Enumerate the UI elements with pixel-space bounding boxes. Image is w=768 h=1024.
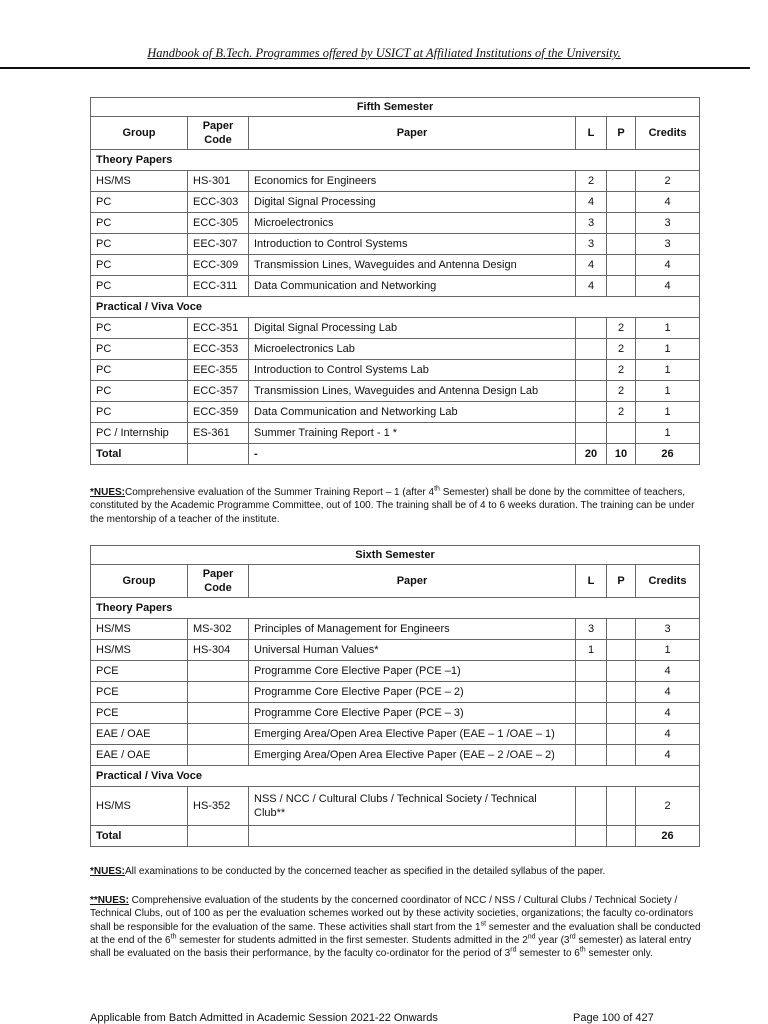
course-l: 1 [576, 640, 607, 661]
course-paper: Principles of Management for Engineers [249, 619, 576, 640]
course-credits: 1 [636, 640, 700, 661]
course-l [576, 381, 607, 402]
col-paper-code [188, 117, 249, 150]
course-row [91, 339, 700, 360]
course-paper: Microelectronics Lab [249, 339, 576, 360]
note-summer-training: *NUES:Comprehensive evaluation of the Summer Training Report – 1 (after 4th Semester) shall be done by the committee of teachers, constituted by the Academic Programme Committee, out of 100. The training shall be of 4 to 6 weeks duration. The training can be under the mentorship of a teacher of the institute. [90, 485, 695, 525]
total-paper: - [249, 444, 576, 465]
course-row [91, 255, 700, 276]
course-code: ECC-303 [188, 192, 249, 213]
course-credits: 1 [636, 402, 700, 423]
course-group: PC [91, 339, 188, 360]
course-paper: Digital Signal Processing Lab [249, 318, 576, 339]
course-l [576, 724, 607, 745]
section-label: Practical / Viva Voce [91, 766, 700, 787]
course-paper: Data Communication and Networking [249, 276, 576, 297]
course-credits: 2 [636, 171, 700, 192]
course-credits: 4 [636, 703, 700, 724]
note-activities: **NUES: Comprehensive evaluation of the students by the concerned coordinator of NCC / NSS / Cultural Clubs / Technical Society / Technical Clubs, out of 100 as per the evaluation schemes worked out by these activity societies, organizations; the faculty co-ordinators shall be responsible for the evaluation of the same. These activities shall start from the 1st semester and the evaluation shall be conducted at the end of the 6th semester for students admitted in the first semester. Students admitted in the 2nd year (3rd semester) as lateral entry shall be evaluated on the basis their performance, by the faculty co-ordinator for the period of 3rd semester to 6th semester only. [90, 895, 701, 960]
col-p: P [607, 565, 636, 598]
course-paper: Emerging Area/Open Area Elective Paper (EAE – 1 /OAE – 1) [249, 724, 576, 745]
course-code: HS-352 [188, 787, 249, 826]
course-p [607, 171, 636, 192]
course-l: 3 [576, 234, 607, 255]
course-row [91, 619, 700, 640]
course-credits: 1 [636, 318, 700, 339]
total-code [188, 826, 249, 847]
course-row [91, 171, 700, 192]
course-group: EAE / OAE [91, 745, 188, 766]
course-paper: Data Communication and Networking Lab [249, 402, 576, 423]
note-examinations: *NUES:All examinations to be conducted by the concerned teacher as specified in the detailed syllabus of the paper. [90, 866, 606, 877]
course-group: PC [91, 255, 188, 276]
course-row [91, 192, 700, 213]
course-group: PCE [91, 682, 188, 703]
course-row [91, 724, 700, 745]
total-paper [249, 826, 576, 847]
semester-title: Sixth Semester [91, 546, 700, 565]
course-credits: 4 [636, 255, 700, 276]
course-p [607, 682, 636, 703]
total-p [607, 826, 636, 847]
course-code: HS-301 [188, 171, 249, 192]
course-l [576, 745, 607, 766]
course-group: PC [91, 360, 188, 381]
course-code [188, 661, 249, 682]
total-label: Total [91, 444, 188, 465]
course-p: 2 [607, 339, 636, 360]
course-code: ECC-309 [188, 255, 249, 276]
course-paper: Microelectronics [249, 213, 576, 234]
course-l: 3 [576, 213, 607, 234]
course-credits: 4 [636, 276, 700, 297]
section-row [91, 150, 700, 171]
course-l [576, 339, 607, 360]
course-p [607, 192, 636, 213]
col-code-line2: Code [204, 134, 232, 146]
course-group: PC [91, 318, 188, 339]
semester-title: Fifth Semester [91, 98, 700, 117]
course-row [91, 745, 700, 766]
course-p [607, 745, 636, 766]
total-l: 20 [576, 444, 607, 465]
course-group: EAE / OAE [91, 724, 188, 745]
course-credits: 3 [636, 234, 700, 255]
course-paper: Introduction to Control Systems [249, 234, 576, 255]
course-credits: 1 [636, 423, 700, 444]
fifth-semester-table [90, 97, 700, 465]
course-p [607, 661, 636, 682]
course-l [576, 682, 607, 703]
course-p: 2 [607, 381, 636, 402]
course-l [576, 703, 607, 724]
course-row [91, 276, 700, 297]
course-p: 2 [607, 360, 636, 381]
col-code-line1: Paper [202, 568, 234, 580]
course-paper: Emerging Area/Open Area Elective Paper (EAE – 2 /OAE – 2) [249, 745, 576, 766]
course-group: HS/MS [91, 171, 188, 192]
course-p [607, 423, 636, 444]
col-credits: Credits [636, 117, 700, 150]
course-credits: 4 [636, 682, 700, 703]
course-group: PC [91, 381, 188, 402]
col-l: L [576, 565, 607, 598]
course-row [91, 682, 700, 703]
footer-batch: Applicable from Batch Admitted in Academic Session 2021-22 Onwards [90, 1012, 438, 1024]
course-l [576, 661, 607, 682]
total-row [91, 826, 700, 847]
course-code [188, 682, 249, 703]
course-credits: 1 [636, 339, 700, 360]
course-row [91, 423, 700, 444]
course-l [576, 402, 607, 423]
course-row [91, 703, 700, 724]
course-row [91, 318, 700, 339]
course-paper: Digital Signal Processing [249, 192, 576, 213]
course-credits: 2 [636, 787, 700, 826]
course-l: 4 [576, 255, 607, 276]
course-credits: 4 [636, 724, 700, 745]
total-credits: 26 [636, 444, 700, 465]
course-code: MS-302 [188, 619, 249, 640]
course-code [188, 724, 249, 745]
col-code-line1: Paper [202, 120, 234, 132]
course-p [607, 640, 636, 661]
course-row [91, 787, 700, 826]
course-paper: Transmission Lines, Waveguides and Antenna Design [249, 255, 576, 276]
course-row [91, 402, 700, 423]
course-p [607, 724, 636, 745]
footer-page-number: Page 100 of 427 [573, 1012, 654, 1024]
course-credits: 4 [636, 745, 700, 766]
course-p: 2 [607, 402, 636, 423]
course-code: ECC-359 [188, 402, 249, 423]
course-paper: Programme Core Elective Paper (PCE – 3) [249, 703, 576, 724]
course-paper: Introduction to Control Systems Lab [249, 360, 576, 381]
col-paper-code [188, 565, 249, 598]
course-l: 3 [576, 619, 607, 640]
col-paper: Paper [249, 117, 576, 150]
course-credits: 3 [636, 213, 700, 234]
total-credits: 26 [636, 826, 700, 847]
course-code [188, 703, 249, 724]
course-p [607, 234, 636, 255]
course-code: ES-361 [188, 423, 249, 444]
total-l [576, 826, 607, 847]
col-code-line2: Code [204, 582, 232, 594]
course-paper: Universal Human Values* [249, 640, 576, 661]
col-group: Group [91, 117, 188, 150]
course-credits: 4 [636, 192, 700, 213]
course-code: HS-304 [188, 640, 249, 661]
course-row [91, 234, 700, 255]
course-l [576, 787, 607, 826]
course-paper: Programme Core Elective Paper (PCE – 2) [249, 682, 576, 703]
course-code: ECC-311 [188, 276, 249, 297]
course-p [607, 276, 636, 297]
course-l [576, 318, 607, 339]
course-l: 4 [576, 276, 607, 297]
total-label: Total [91, 826, 188, 847]
course-group: PCE [91, 703, 188, 724]
course-row [91, 360, 700, 381]
course-group: PC [91, 402, 188, 423]
section-label: Theory Papers [91, 150, 700, 171]
header-rule [0, 67, 750, 69]
sixth-semester-table [90, 545, 700, 847]
course-paper: Transmission Lines, Waveguides and Antenna Design Lab [249, 381, 576, 402]
page-header: Handbook of B.Tech. Programmes offered by USICT at Affiliated Institutions of the University. [147, 46, 621, 60]
course-paper: Economics for Engineers [249, 171, 576, 192]
semester-title-row [91, 98, 700, 117]
course-row [91, 640, 700, 661]
col-group: Group [91, 565, 188, 598]
course-group: PC [91, 276, 188, 297]
course-row [91, 381, 700, 402]
course-code: ECC-305 [188, 213, 249, 234]
col-paper: Paper [249, 565, 576, 598]
course-p: 2 [607, 318, 636, 339]
column-header-row [91, 565, 700, 598]
course-group: PC [91, 213, 188, 234]
course-l [576, 423, 607, 444]
section-label: Theory Papers [91, 598, 700, 619]
course-code: EEC-307 [188, 234, 249, 255]
course-group: HS/MS [91, 640, 188, 661]
course-p [607, 703, 636, 724]
course-credits: 1 [636, 381, 700, 402]
course-row [91, 661, 700, 682]
course-l: 2 [576, 171, 607, 192]
section-row [91, 297, 700, 318]
section-row [91, 766, 700, 787]
course-group: HS/MS [91, 619, 188, 640]
course-code [188, 745, 249, 766]
course-code: ECC-357 [188, 381, 249, 402]
course-paper: Summer Training Report - 1 * [249, 423, 576, 444]
section-row [91, 598, 700, 619]
course-credits: 3 [636, 619, 700, 640]
course-row [91, 213, 700, 234]
total-p: 10 [607, 444, 636, 465]
course-p [607, 255, 636, 276]
course-l [576, 360, 607, 381]
course-p [607, 787, 636, 826]
col-credits: Credits [636, 565, 700, 598]
section-label: Practical / Viva Voce [91, 297, 700, 318]
semester-title-row [91, 546, 700, 565]
course-credits: 4 [636, 661, 700, 682]
course-group: PC [91, 192, 188, 213]
total-row [91, 444, 700, 465]
course-p [607, 619, 636, 640]
course-l: 4 [576, 192, 607, 213]
course-code: EEC-355 [188, 360, 249, 381]
total-code [188, 444, 249, 465]
course-paper: NSS / NCC / Cultural Clubs / Technical Society / Technical Club** [249, 787, 576, 826]
course-code: ECC-353 [188, 339, 249, 360]
course-group: HS/MS [91, 787, 188, 826]
course-paper: Programme Core Elective Paper (PCE –1) [249, 661, 576, 682]
course-p [607, 213, 636, 234]
course-group: PCE [91, 661, 188, 682]
col-p: P [607, 117, 636, 150]
column-header-row [91, 117, 700, 150]
course-code: ECC-351 [188, 318, 249, 339]
course-credits: 1 [636, 360, 700, 381]
note-lead: *NUES: [90, 487, 126, 498]
col-l: L [576, 117, 607, 150]
course-group: PC [91, 234, 188, 255]
course-group: PC / Internship [91, 423, 188, 444]
